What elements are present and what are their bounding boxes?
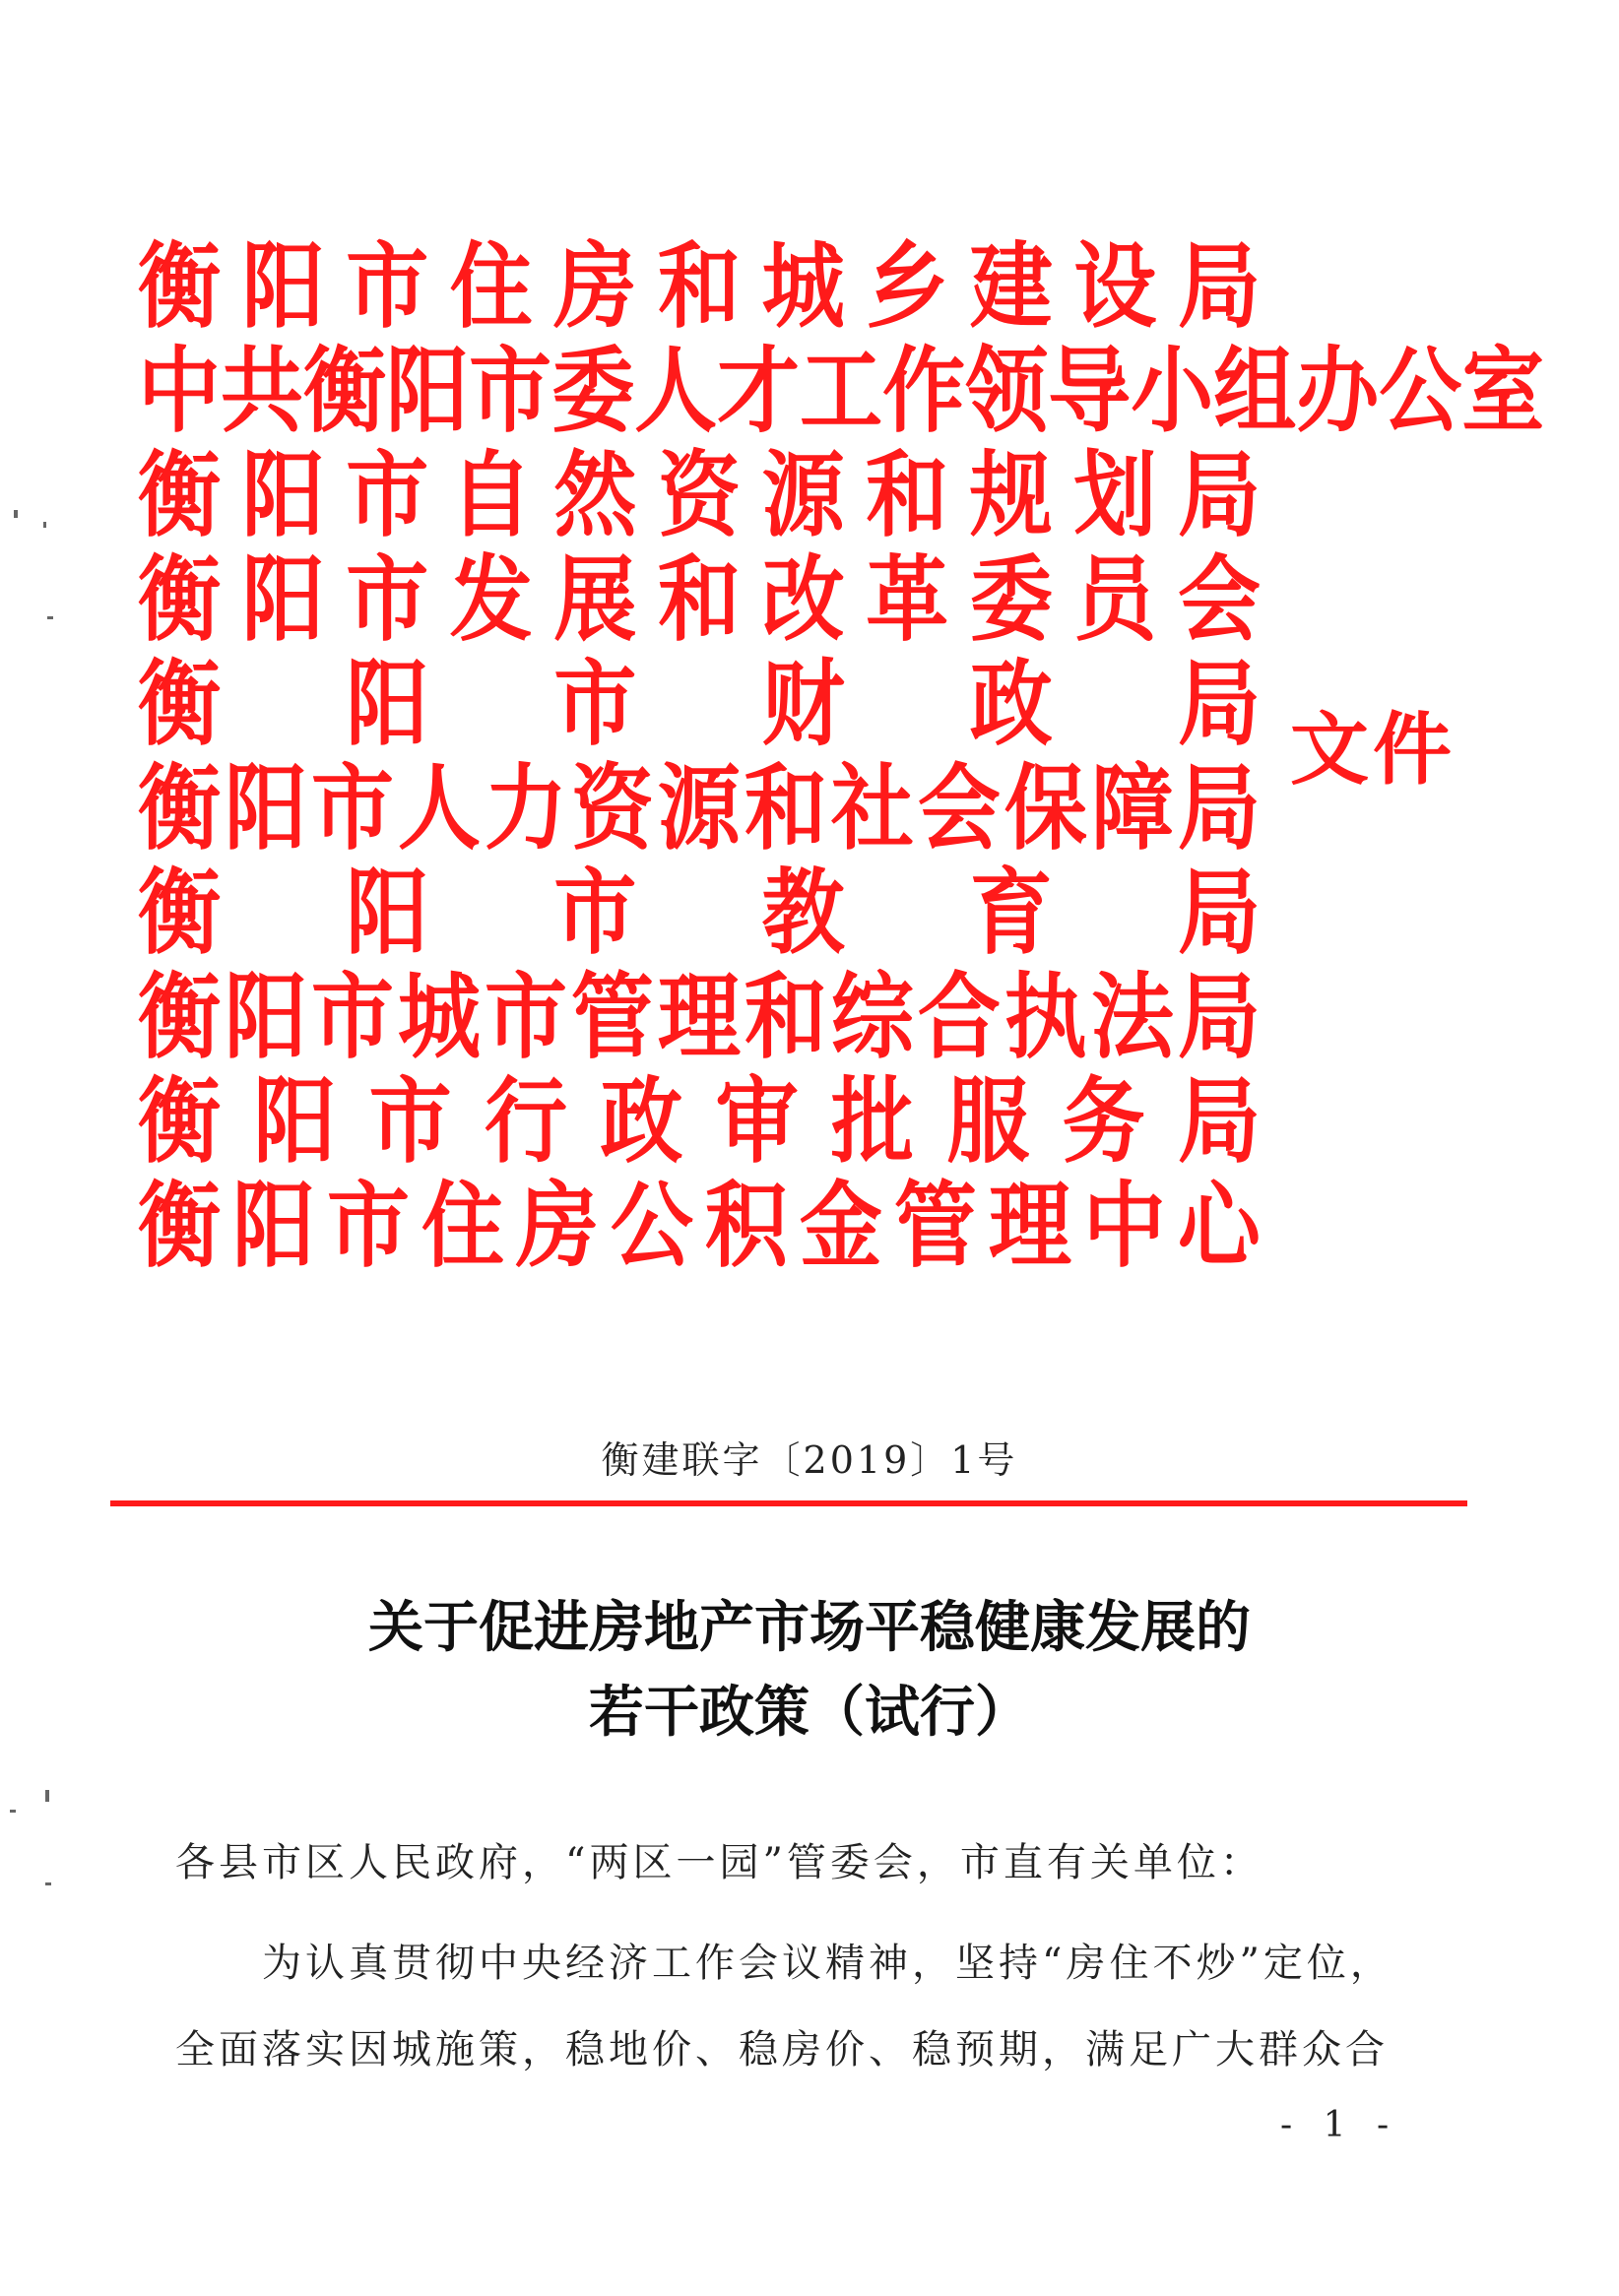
scan-speck [43, 522, 46, 528]
issuer-name: 中 共 衡 阳 市 委 人 才 工 作 领 导 小 组 办 公 室 [138, 337, 1545, 445]
issuer-name: 衡 阳 市 行 政 审 批 服 务 局 [138, 1067, 1261, 1176]
issuer-name: 衡 阳 市 住 房 公 积 金 管 理 中 心 [138, 1172, 1261, 1280]
red-divider [110, 1500, 1467, 1506]
issuer-name: 衡 阳 市 住 房 和 城 乡 建 设 局 [138, 232, 1261, 341]
body-line: 全面落实因城施策，稳地价、稳房价、稳预期，满足广大群众合 [175, 2027, 1389, 2073]
issuer-name: 衡 阳 市 财 政 局 [138, 650, 1261, 758]
issuer-name: 衡 阳 市 人 力 资 源 和 社 会 保 障 局 [138, 754, 1261, 862]
salutation: 各县市区人民政府，“两区一园”管委会，市直有关单位： [175, 1840, 1263, 1885]
scan-speck [10, 1810, 16, 1813]
document-label: 文件 [1290, 704, 1456, 796]
document-title [0, 1585, 1619, 1754]
document-number: 衡建联字〔2019〕1号 [601, 1438, 1018, 1482]
title-line: 若干政策（试行） [589, 1680, 1030, 1745]
issuer-name: 衡 阳 市 自 然 资 源 和 规 划 局 [138, 441, 1261, 549]
body-line: 为认真贯彻中央经济工作会议精神，坚持“房住不炒”定位， [262, 1941, 1393, 1986]
body-text [175, 1920, 1396, 2093]
issuer-name: 衡 阳 市 城 市 管 理 和 综 合 执 法 局 [138, 963, 1261, 1071]
page-number: - 1 - [1280, 2105, 1399, 2145]
issuer-name: 衡 阳 市 教 育 局 [138, 859, 1261, 967]
title-line: 关于促进房地产市场平稳健康发展的 [368, 1595, 1251, 1660]
issuer-name: 衡 阳 市 发 展 和 改 革 委 员 会 [138, 545, 1261, 654]
scan-speck [47, 616, 53, 619]
scan-speck [14, 510, 18, 518]
scan-speck [45, 1790, 49, 1802]
scan-speck [45, 1882, 51, 1885]
